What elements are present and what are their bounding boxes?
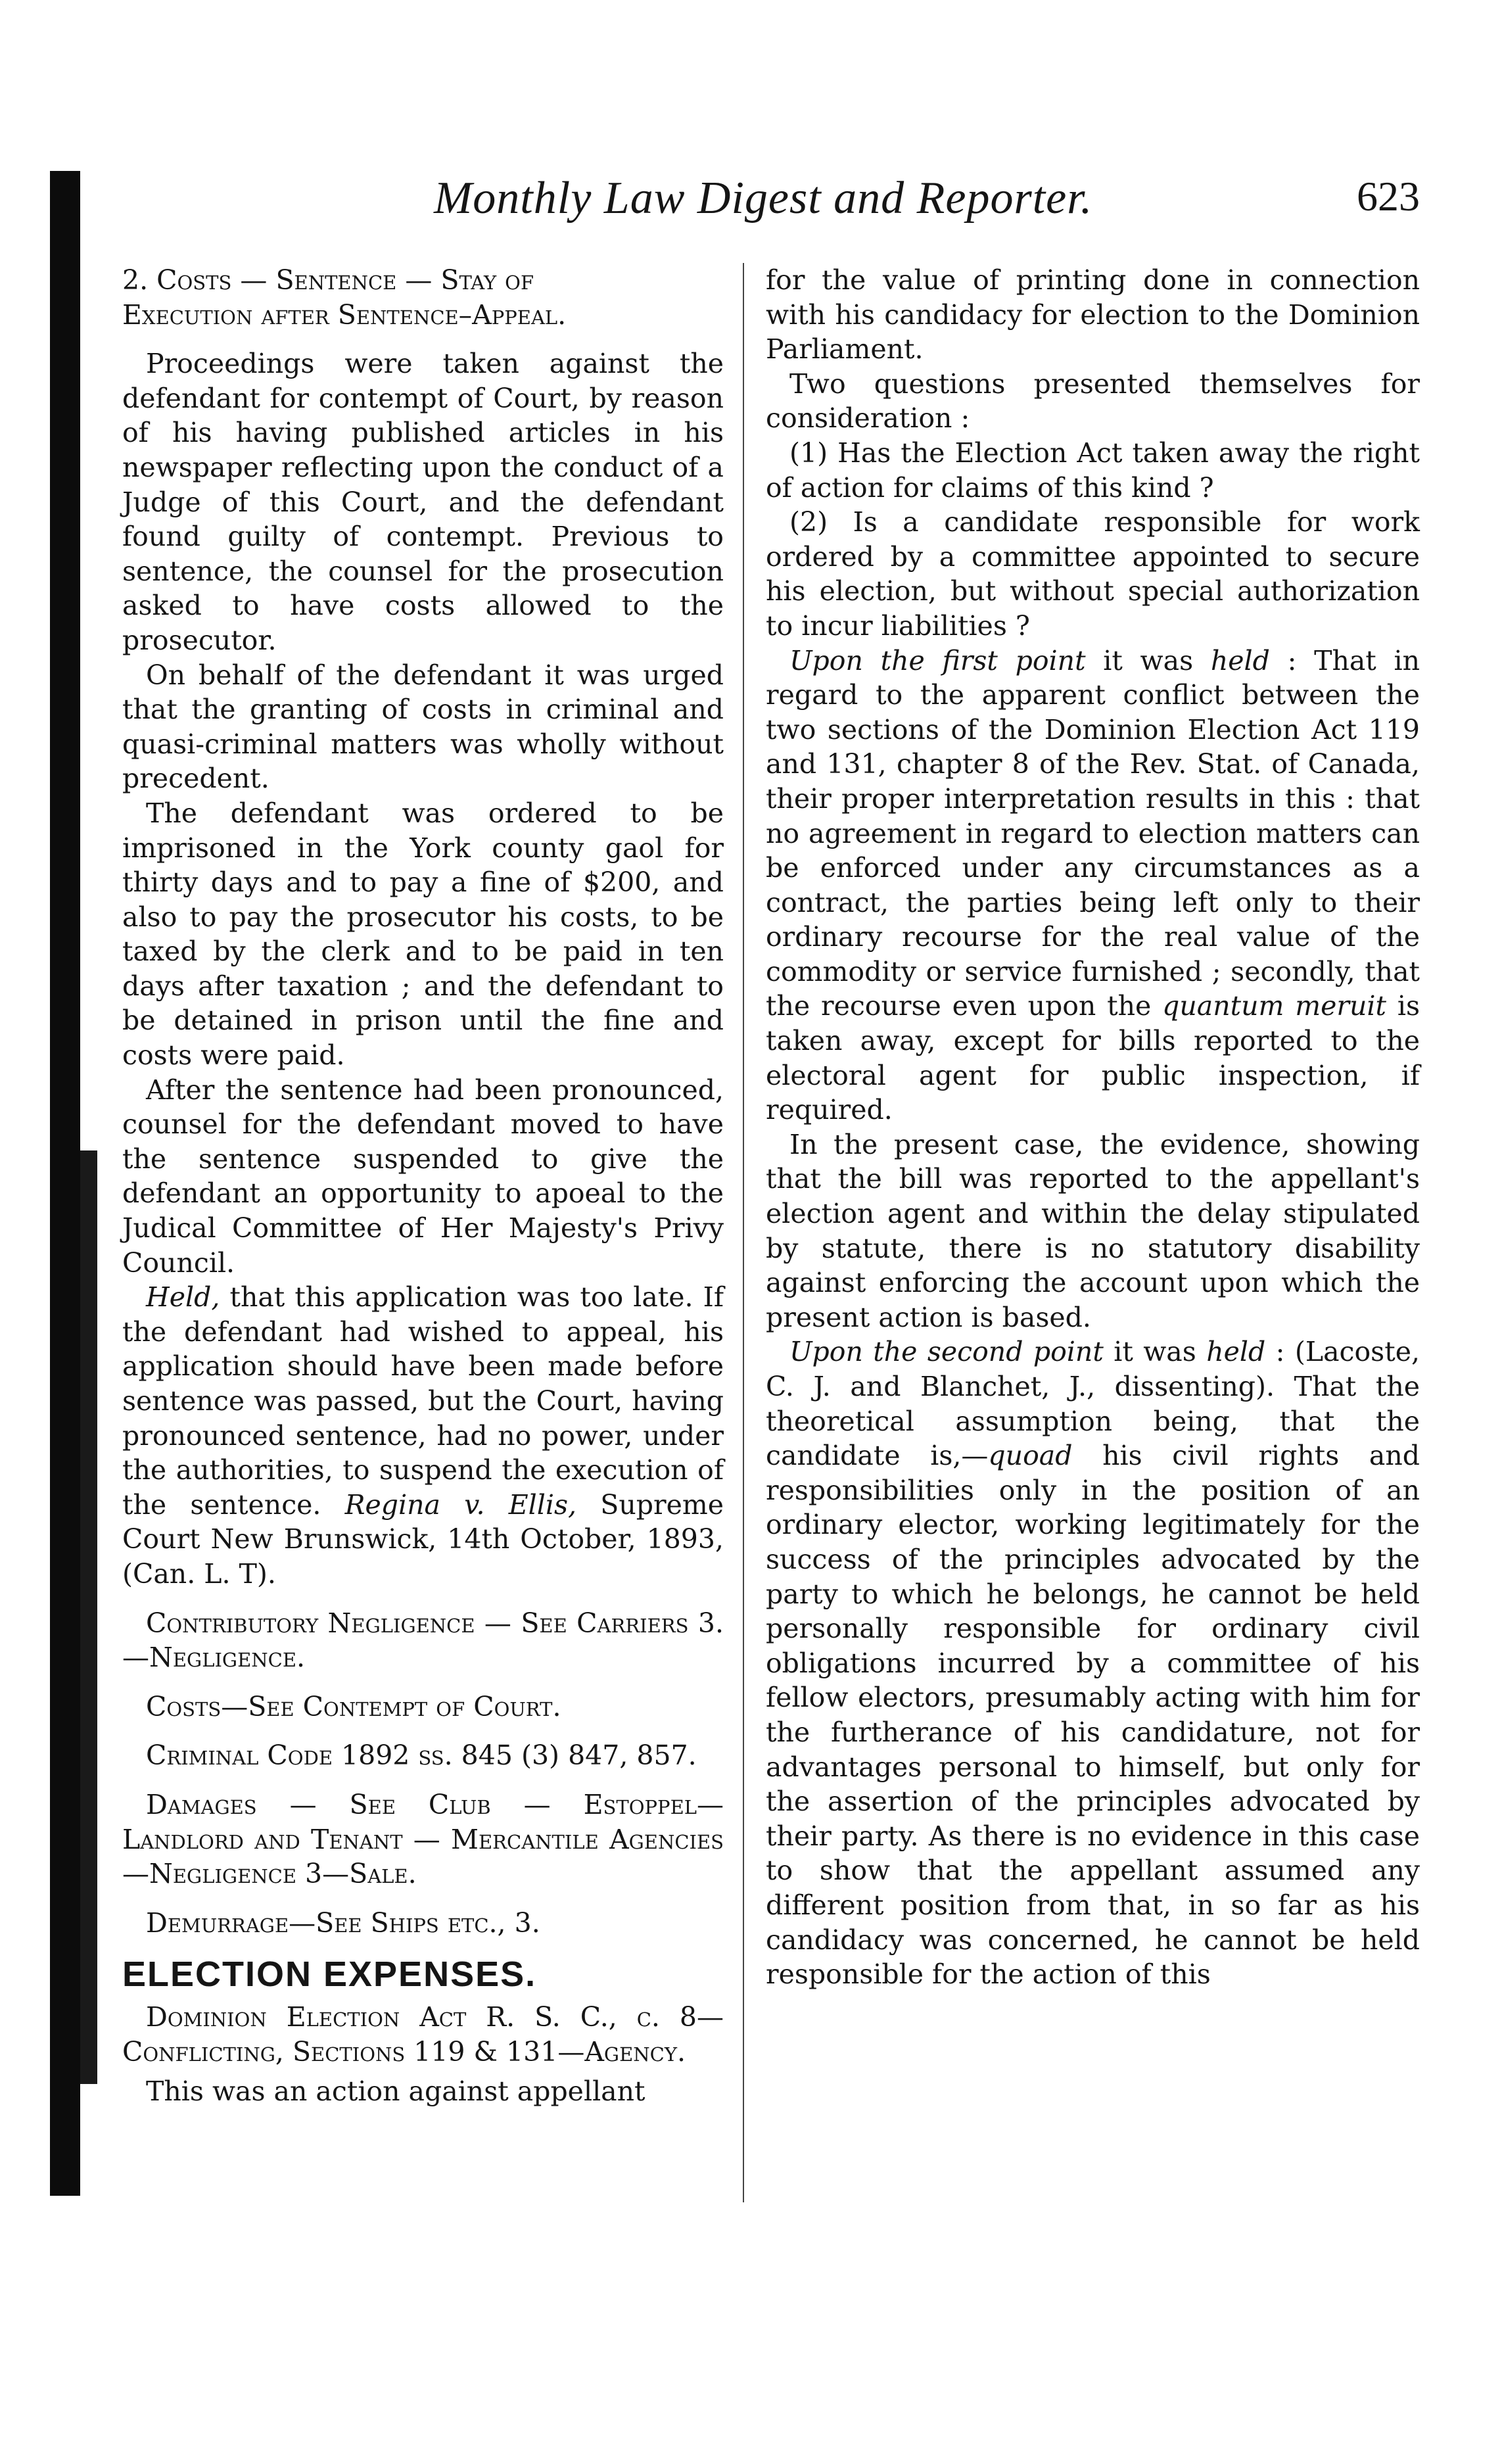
second-point-text: : (Lacoste, C. J. and Blanchet, J., dissenting). That the theoretical assumption being, that the candidate is,—	[766, 1336, 1420, 1472]
right-column	[766, 263, 1420, 1992]
paragraph-proceedings: Proceedings were taken against the defendant for contempt of Court, by reason of his having published articles in his newspaper reflecting upon the conduct of a Judge of this Court, and the defendant found guilty of contempt. Previous to sentence, the counsel for the prosecution asked to have costs allowed to the prosecutor.	[122, 348, 724, 656]
case-citation-tail: Supreme Court New Brunswick, 14th October, 1893, (Can. L. T).	[122, 1488, 724, 1590]
paragraph-defendant-urged: On behalf of the defendant it was urged that the granting of costs in criminal and quasi-criminal matters was wholly without precedent.	[122, 659, 724, 795]
running-header	[434, 172, 1420, 231]
binding-edge	[50, 171, 80, 2196]
journal-title: Monthly Law Digest and Reporter.	[434, 173, 1093, 224]
case-citation: Regina v. Ellis,	[344, 1488, 577, 1521]
left-column	[122, 263, 724, 2109]
question-2: (2) Is a candidate responsible for work ordered by a committee appointed to secure his election, but without special authorization to incur liabilities ?	[766, 506, 1420, 642]
heading-election-expenses: ELECTION EXPENSES.	[122, 1955, 537, 1995]
first-point-connector: it was	[1085, 644, 1211, 676]
section-heading-costs-line1: 2. Costs — Sentence — Stay of	[122, 264, 534, 296]
first-point-label: Upon the first point	[789, 644, 1086, 676]
paragraph-motion-suspend: After the sentence had been pronounced, counsel for the defendant moved to have the sentence suspended to give the defendant an opportunity to apoeal to the Judical Committee of Her Majesty's Privy Council.	[122, 1074, 724, 1279]
held-text: that this application was too late. If the defendant had wished to appeal, his application should have been made before sentence was passed, but the Court, having pronounced sentence, had no power, under the authorities, to suspend the execution of the sentence.	[122, 1281, 724, 1521]
paragraph-action: This was an action against appellant	[146, 2075, 645, 2108]
section-heading-costs-line2: Execution after Sentence–Appeal.	[122, 298, 567, 331]
second-point-tail: his civil rights and responsibilities only in the position of an ordinary elector, working legitimately for the success of the principles advocated by the party to which he belongs, he cannot be held personally responsible for ordinary civil obligations incurred by a committee of his fellow electors, presumably acting with him for the furtherance of his candidature, not for advantages personal to himself, but only for the assertion of the principles advocated by their party. As there is no evidence in this case to show that the appellant assumed any different position from that, in so far as his candidacy was concerned, he cannot be held responsible for the action of this	[766, 1440, 1420, 1991]
paragraph-sentence: The defendant was ordered to be imprisoned in the York county gaol for thirty days and to pay a fine of $200, and also to pay the prosecutor his costs, to be taxed by the clerk and to be paid in ten days after taxation ; and the defendant to be detained in prison until the fine and costs were paid.	[122, 797, 724, 1072]
paragraph-two-questions: Two questions presented themselves for consideration :	[766, 367, 1420, 435]
subheading-dominion-election-act: Dominion Election Act R. S. C., c. 8— Conflicting, Sections 119 & 131—Agency.	[122, 2001, 724, 2068]
paragraph-printing: for the value of printing done in connection with his candidacy for election to the Dominion Parliament.	[766, 264, 1420, 366]
binding-edge-lower	[80, 1150, 97, 2084]
second-point-label: Upon the second point	[789, 1336, 1104, 1368]
question-1: (1) Has the Election Act taken away the right of action for claims of this kind ?	[766, 437, 1420, 504]
first-point-held: held	[1210, 644, 1270, 676]
cross-ref-contributory-negligence: Contributory Negligence — See Carriers 3.—Negligence.	[122, 1607, 724, 1674]
paragraph-present-case: In the present case, the evidence, showing that the bill was reported to the appellant's election agent and within the delay stipulated by statute, there is no statutory disability against enforcing the account upon which the present action is based.	[766, 1128, 1420, 1333]
first-point-text: : That in regard to the apparent conflict between the two sections of the Dominion Election Act 119 and 131, chapter 8 of the Rev. Stat. of Canada, their proper interpretation results in this : that no agreement in regard to election matters can be enforced under any circumstances as a contract, the parties being left only to their ordinary recourse for the real value of the commodity or service furnished ; secondly, that the recourse even upon the	[766, 644, 1420, 1022]
paragraph-first-point	[766, 644, 1420, 1127]
cross-ref-demurrage: Demurrage—See Ships etc., 3.	[146, 1907, 540, 1939]
cross-ref-criminal-code: Criminal Code 1892 ss. 845 (3) 847, 857.	[146, 1740, 697, 1772]
paragraph-second-point	[766, 1335, 1420, 1991]
second-point-held: held	[1206, 1336, 1266, 1368]
cross-ref-damages: Damages — See Club — Estoppel— Landlord and Tenant — Mercantile Agencies—Negligence 3—Sale.	[122, 1788, 724, 1890]
cross-ref-costs: Costs—See Contempt of Court.	[146, 1690, 561, 1722]
page-number: 623	[1357, 173, 1420, 220]
quantum-meruit: quantum meruit	[1162, 990, 1386, 1022]
column-rule	[743, 263, 744, 2202]
second-point-connector: it was	[1103, 1336, 1207, 1368]
held-label: Held,	[146, 1281, 220, 1314]
quoad: quoad	[988, 1440, 1073, 1472]
paragraph-held	[122, 1280, 724, 1591]
first-point-tail: is taken away, except for bills reported to the electoral agent for public inspection, if required.	[766, 990, 1420, 1126]
